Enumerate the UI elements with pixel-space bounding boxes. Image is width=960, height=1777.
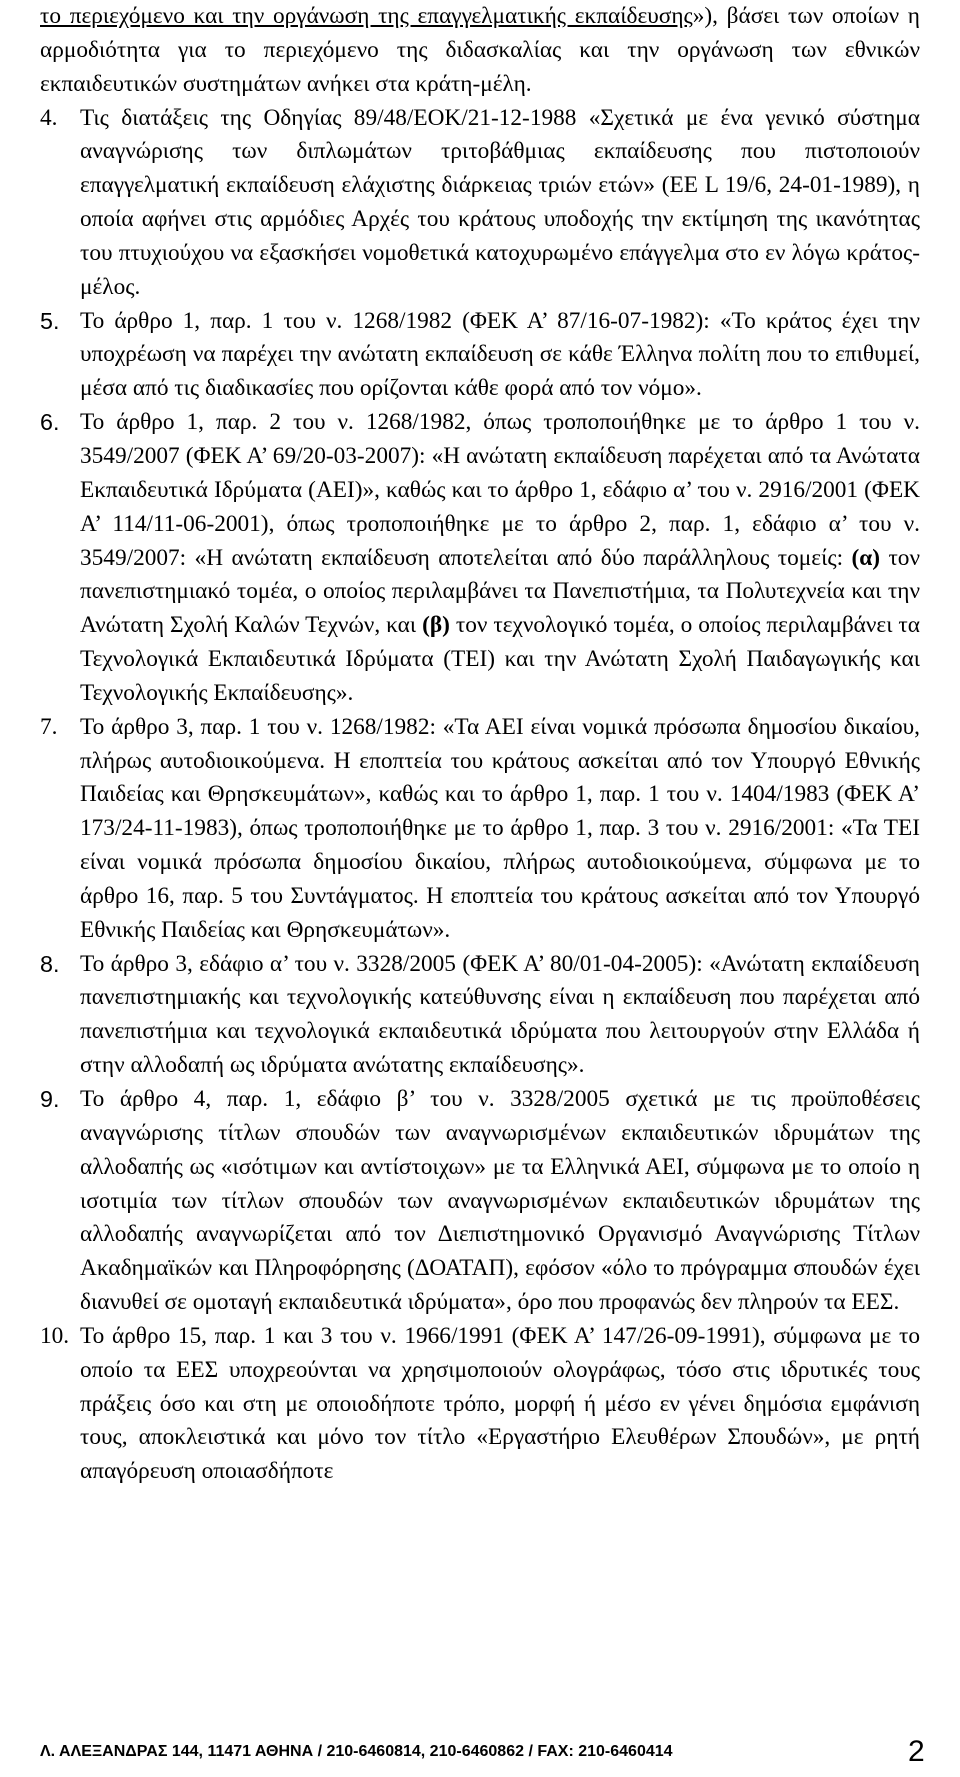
intro-paragraph <box>40 0 920 102</box>
item-number: 5. <box>40 307 60 334</box>
list-item-4 <box>40 102 920 305</box>
item-text: Το άρθρο 4, παρ. 1, εδάφιο β’ του ν. 3328/2005 σχετικά με τις προϋποθέσεις αναγνώρισης τίτλων σπουδών των αναγνωρισμένων εκπαιδευτικών ιδρυμάτων της αλλοδαπής ως «ισότιμων και αντίστοιχων» με τα Ελληνικά ΑΕΙ, σύμφωνα με το οποίο η ισοτιμία των τίτλων σπουδών των αναγνωρισμένων εκπαιδευτικών ιδρυμάτων της αλλοδαπής αναγνωρίζεται από τον Διεπιστημονικό Οργανισμό Αναγνώρισης Τίτλων Ακαδημαϊκών και Πληροφόρησης (ΔΟΑΤΑΠ), εφόσον «όλο το πρόγραμμα σπουδών έχει διανυθεί σε ομοταγή εκπαιδευτικά ιδρύματα», όρο που προφανώς δεν πληρούν τα ΕΕΣ. <box>80 1086 920 1316</box>
item-text: Το άρθρο 3, παρ. 1 του ν. 1268/1982: «Τα ΑΕΙ είναι νομικά πρόσωπα δημοσίου δικαίου, πλήρως αυτοδιοικούμενα. Η εποπτεία του κράτους ασκείται από τον Υπουργό Εθνικής Παιδείας και Θρησκευμάτων», καθώς και το άρθρο 1, παρ. 1 του ν. 1404/1983 (ΦΕΚ Α’ 173/24-11-1983), όπως τροποποιήθηκε με το άρθρο 1, παρ. 3 του ν. 2916/2001: «Τα ΤΕΙ είναι νομικά πρόσωπα δημοσίου δικαίου, πλήρως αυτοδιοικούμενα, σύμφωνα με το άρθρο 16, παρ. 5 του Συντάγματος. Η εποπτεία του κράτους ασκείται από τον Υπουργό Εθνικής Παιδείας και Θρησκευμάτων». <box>80 713 920 943</box>
item-text: Τις διατάξεις της Οδηγίας 89/48/ΕΟΚ/21-12-1988 «Σχετικά με ένα γενικό σύστημα αναγνώρισης των διπλωμάτων τριτοβάθμιας εκπαίδευσης που πιστοποιούν επαγγελματική εκπαίδευση ελάχιστης διάρκειας τριών ετών» (ΕΕ L 19/6, 24-01-1989), η οποία αφήνει στις αρμόδιες Αρχές του κράτους υποδοχής την εκτίμηση της ικανότητας του πτυχιούχου να εξασκήσει νομοθετικά κατοχυρωμένο επάγγελμα στο εν λόγω κράτος-μέλος. <box>80 104 920 300</box>
document-body <box>40 0 920 1489</box>
list-item-10 <box>40 1320 920 1489</box>
list-item-8 <box>40 948 920 1083</box>
item-number: 8. <box>40 950 60 977</box>
item-bold-marker: (β) <box>422 612 450 639</box>
item-number: 6. <box>40 409 60 436</box>
item-text: Το άρθρο 1, παρ. 2 του ν. 1268/1982, όπως τροποποιήθηκε με το άρθρο 1 του ν. 3549/2007 (ΦΕΚ Α’ 69/20-03-2007): «Η ανώτατη εκπαίδευση παρέχεται από τα Ανώτατα Εκπαιδευτικά Ιδρύματα (ΑΕΙ)», καθώς και το άρθρο 1, εδάφιο α’ του ν. 2916/2001 (ΦΕΚ Α’ 114/11-06-2001), όπως τροποποιήθηκε με το άρθρο 2, παρ. 1, εδάφιο α’ του ν. 3549/2007: «Η ανώτατη εκπαίδευση αποτελείται από δύο παράλληλους τομείς: <box>80 409 920 571</box>
list-item-7 <box>40 711 920 948</box>
item-text: Το άρθρο 1, παρ. 1 του ν. 1268/1982 (ΦΕΚ Α’ 87/16-07-1982): «Το κράτος έχει την υποχρέωση να παρέχει την ανώτατη εκπαίδευση σε κάθε Έλληνα πολίτη που το επιθυμεί, μέσα από τις διαδικασίες που ορίζονται κάθε φορά από τον νόμο». <box>80 307 920 402</box>
item-text: Το άρθρο 15, παρ. 1 και 3 του ν. 1966/1991 (ΦΕΚ Α’ 147/26-09-1991), σύμφωνα με το οποίο τα ΕΕΣ υποχρεούνται να χρησιμοποιούν ολογράφως, τόσο στις ιδρυτικές τους πράξεις όσο και στη με οποιοδήποτε τρόπο, μορφή ή μέσο εν γένει δημόσια εμφάνιση τους, αποκλειστικά και μόνο τον τίτλο «Εργαστήριο Ελευθέρων Σπουδών», με ρητή απαγόρευση οποιασδήποτε <box>80 1322 920 1485</box>
item-number: 10. <box>40 1322 70 1349</box>
item-text: Το άρθρο 3, εδάφιο α’ του ν. 3328/2005 (ΦΕΚ Α’ 80/01-04-2005): «Ανώτατη εκπαίδευση πανεπιστημιακής και τεχνολογικής κατεύθυνσης είναι η εκπαίδευση που παρέχεται από πανεπιστήμια και τεχνολογικά εκπαιδευτικά ιδρύματα που λειτουργούν στην Ελλάδα ή στην αλλοδαπή ως ιδρύματα ανώτατης εκπαίδευσης». <box>80 950 920 1079</box>
item-number: 7. <box>40 713 58 740</box>
intro-text: »), βάσει των οποίων η αρμοδιότητα για το περιεχόμενο της διδασκαλίας και την οργάνωση των εθνικών εκπαιδευτικών συστημάτων ανήκει στα κράτη-μέλη. <box>40 3 920 97</box>
list-item-5 <box>40 305 920 407</box>
page-footer <box>0 1735 960 1777</box>
item-text: τον πανεπιστημιακό τομέα, ο οποίος περιλαμβάνει τα Πανεπιστήμια, τα Πολυτεχνεία και την Ανώτατη Σχολή Καλών Τεχνών, και <box>80 544 920 639</box>
intro-underlined-text: το περιεχόμενο και την οργάνωση της επαγγελματικής εκπαίδευσης <box>40 3 693 29</box>
item-bold-marker: (α) <box>851 544 881 571</box>
footer-address: Λ. ΑΛΕΞΑΝΔΡΑΣ 144, 11471 ΑΘΗΝΑ / 210-6460814, 210-6460862 / FAX: 210-6460414 <box>40 1743 673 1760</box>
list-item-9 <box>40 1083 920 1320</box>
item-number: 4. <box>40 104 58 131</box>
item-text: τον τεχνολογικό τομέα, ο οποίος περιλαμβάνει τα Τεχνολογικά Εκπαιδευτικά Ιδρύματα (ΤΕΙ) και την Ανώτατη Σχολή Παιδαγωγικής και Τεχνολογικής Εκπαίδευσης». <box>80 612 920 706</box>
item-number: 9. <box>40 1086 60 1112</box>
page-number: 2 <box>908 1735 925 1768</box>
list-item-6 <box>40 406 920 711</box>
